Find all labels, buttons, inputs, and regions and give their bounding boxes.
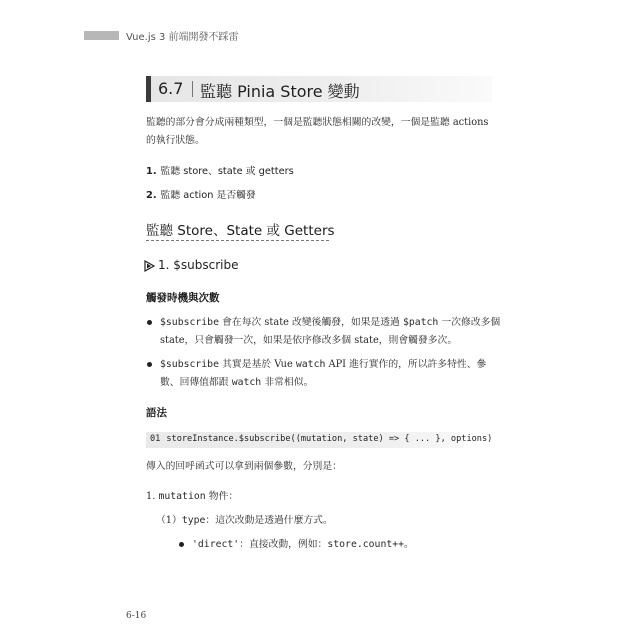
code-inline: watch [231,377,262,388]
code-inline: $patch [402,317,439,328]
text-span: 一次修改多個 [438,317,501,328]
bullet-dot [179,542,184,547]
code-inline: watch [295,359,326,370]
text-span: 。 [404,539,414,550]
list-item-text: 監聽 store、state 或 getters [160,166,294,177]
syntax-heading: 語法 [146,407,167,419]
text-span: 數、回傳值都跟 [160,377,232,388]
bullet-dot [147,362,152,367]
text-span: 其實是基於 Vue [218,359,296,370]
triangle-marker-icon [144,260,156,272]
subsection-label: 1. $subscribe [158,258,239,272]
code-inline: type [181,515,206,526]
bullet-1-line-1 [160,314,500,332]
text-span: ：這次改動是透過什麼方式。 [205,515,333,526]
code-inline: $subscribe [160,359,219,370]
param-1-sub [156,512,333,530]
text-span: 物件： [205,491,239,502]
code-inline: mutation [158,491,206,502]
param-1 [146,488,238,506]
intro-line-2: 的執行狀態。 [146,135,205,146]
list-item-number: 2. [146,190,157,201]
text-span: 會在每次 state 改變後觸發，如果是透過 [218,317,403,328]
running-header-title: Vue.js 3 前端開發不踩雷 [126,32,239,43]
text-span: 1. [146,491,159,502]
subheading: 監聽 Store、State 或 Getters [146,223,335,239]
list-item-number: 1. [146,166,157,177]
intro-line-1: 監聽的部分會分成兩種類型，一個是監聽狀態相關的改變，一個是監聽 actions [146,117,489,128]
code-inline: store.count++ [327,539,405,550]
text-span: 非常相似。 [261,377,314,388]
bullet-2-line-2 [160,374,313,392]
text-span: ：直接改動，例如： [239,539,328,550]
bullet-dot [147,320,152,325]
code-inline: 'direct' [192,539,240,550]
code-inline: $subscribe [160,317,219,328]
code-line [150,434,492,444]
text-span: API 進行實作的，所以許多特性、參 [325,359,487,370]
params-intro: 傳入的回呼函式可以拿到兩個參數，分別是： [146,461,342,472]
page-number: 6-16 [126,611,147,621]
list-item-text: 監聽 action 是否觸發 [160,190,256,201]
bullet-2-line-1 [160,356,486,374]
list-item [146,163,294,177]
section-number: 6.7 [158,79,184,98]
trigger-heading: 觸發時機與次數 [146,292,220,304]
section-separator [192,81,193,97]
section-title: 監聽 Pinia Store 變動 [200,82,360,101]
text-span: （1） [156,515,182,526]
subheading-underline [146,240,329,241]
param-1-sub-bullet [192,536,414,554]
code-line-number: 01 [150,434,161,444]
header-bar-decoration [84,31,119,40]
code-text: storeInstance.$subscribe((mutation, state) => { ... }, options) [166,434,493,444]
list-item [146,187,256,201]
bullet-1-line-2: state，只會觸發一次，如果是依序修改多個 state，則會觸發多次。 [160,335,458,346]
